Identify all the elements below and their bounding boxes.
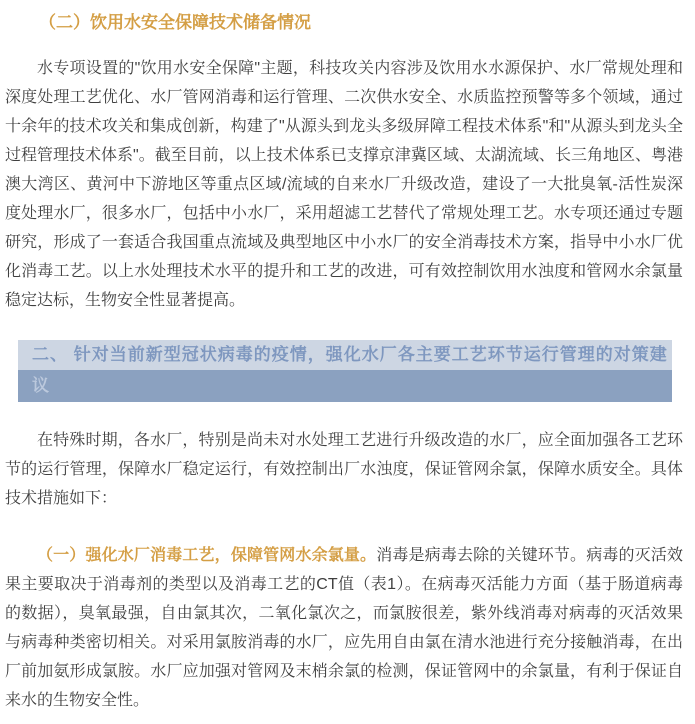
paragraph-disinfection (5, 541, 683, 715)
paragraph-disinfection-body: 消毒是病毒去除的关键环节。病毒的灭活效果主要取决于消毒剂的类型以及消毒工艺的CT值（表1）。在病毒灭活能力方面（基于肠道病毒的数据），臭氧最强，自由氯其次，二氧化氯次之，而氯胺很差，紫外线消毒对病毒的灭活效果与病毒种类密切相关。对采用氯胺消毒的水厂，应先用自由氯在清水池进行充分接触消毒，在出厂前加氨形成氯胺。水厂应加强对管网及末梢余氯的检测，保证管网中的余氯量，有利于保证自来水的生物安全性。 (5, 547, 683, 709)
banner-line-1: 二、 针对当前新型冠状病毒的疫情，强化水厂各主要工艺环节运行管理的对策建 (18, 340, 672, 370)
paragraph-tech-reserve: 水专项设置的"饮用水安全保障"主题，科技攻关内容涉及饮用水水源保护、水厂常规处理和深度处理工艺优化、水厂管网消毒和运行管理、二次供水安全、水质监控预警等多个领域，通过十余年的技术攻关和集成创新，构建了"从源头到龙头多级屏障工程技术体系"和"从源头到龙头全过程管理技术体系"。截至目前，以上技术体系已支撑京津冀区域、太湖流域、长三角地区、粤港澳大湾区、黄河中下游地区等重点区域/流域的自来水厂升级改造，建设了一大批臭氧-活性炭深度处理水厂，很多水厂，包括中小水厂，采用超滤工艺替代了常规处理工艺。水专项还通过专题研究，形成了一套适合我国重点流域及典型地区中小水厂的安全消毒技术方案，指导中小水厂优化消毒工艺。以上水处理技术水平的提升和工艺的改进，可有效控制饮用水浊度和管网水余氯量稳定达标，生物安全性显著提高。 (5, 60, 683, 309)
section-heading-drinking-water-tech: （二）饮用水安全保障技术储备情况 (39, 13, 311, 32)
section-banner-countermeasures (18, 340, 672, 402)
paragraph-special-period: 在特殊时期，各水厂，特别是尚未对水处理工艺进行升级改造的水厂，应全面加强各工艺环节的运行管理，保障水厂稳定运行，有效控制出厂水浊度，保证管网余氯，保障水质安全。具体技术措施如下： (5, 432, 683, 507)
inline-heading-disinfection: （一）强化水厂消毒工艺，保障管网水余氯量。 (37, 547, 377, 564)
banner-line-2: 议 (18, 370, 672, 402)
